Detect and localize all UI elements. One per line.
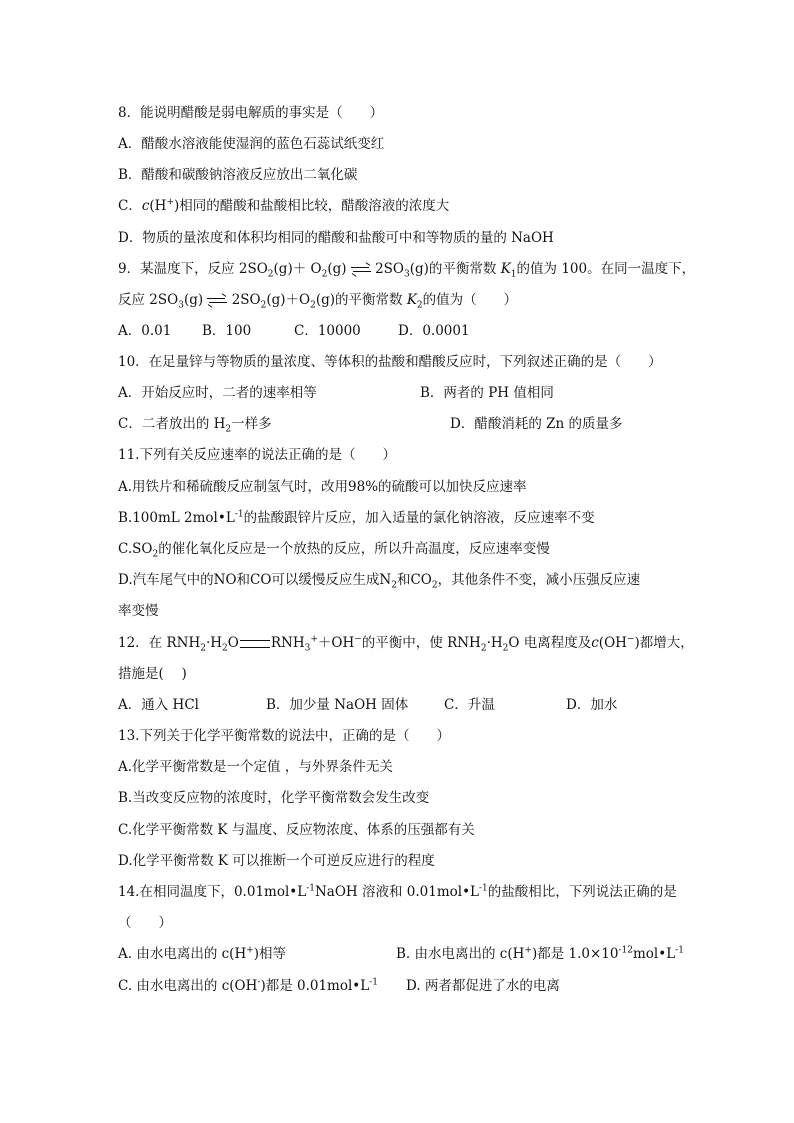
q13-stem: 13.下列关于化学平衡常数的说法中，正确的是（ ） <box>118 728 450 744</box>
q13-option-d: D.化学平衡常数 K 可以推断一个可逆反应进行的程度 <box>118 853 435 869</box>
q11-option-d-line2: 率变慢 <box>118 603 159 619</box>
q14-stem-line1: 14.在相同温度下，$0.01mol•L^{-1}NaOH$ 溶液和 $0.01mol•L^{-1}$的盐酸相比，下列说法正确的是 <box>118 883 677 900</box>
q9-option-d: D．0.0001 <box>398 323 470 339</box>
q8-option-c: C．c(H+)相同的醋酸和盐酸相比较，醋酸溶液的浓度大 <box>118 197 450 214</box>
q14-stem-line2: （ ） <box>118 915 172 931</box>
q12-option-a: A．通入 HCl <box>118 697 199 713</box>
q14-option-c: C. 由水电离出的 c(OH-)都是 $0.01mol•L^{-1}$ <box>118 977 379 994</box>
q13-option-c: C.化学平衡常数 K 与温度、反应物浓度、体系的压强都有关 <box>118 822 475 838</box>
q11-option-c: $C.SO_2$的催化氧化反应是一个放热的反应，所以升高温度，反应速率变慢 <box>118 541 550 560</box>
q10-option-c: C．二者放出的 $H_2$一样多 <box>118 416 272 435</box>
q11-option-b: B.100mL $2mol•L^{-1}$的盐酸跟锌片反应，加入适量的氯化钠溶液，反应速率不变 <box>118 509 595 526</box>
q13-option-a: A.化学平衡常数是一个定值 ，与外界条件无关 <box>118 759 393 775</box>
q11-option-d-line1: D.汽车尾气中的NO和CO可以缓慢反应生成$N_2$和$CO_2$，其他条件不变，减小压强反应速 <box>118 572 641 591</box>
q9-stem-line2: 反应 $2SO_3(g)$ $2SO_2(g)+O_2(g)$的平衡常数 $K_2$的值为（ ） <box>118 292 518 311</box>
q8-option-d: D．物质的量浓度和体积均相同的醋酸和盐酸可中和等物质的量的 NaOH <box>118 230 554 246</box>
q8-option-a: A．醋酸水溶液能使湿润的蓝色石蕊试纸变红 <box>118 136 385 152</box>
double-line-equilibrium-icon <box>240 640 270 648</box>
q12-option-c: C．升温 <box>444 697 495 713</box>
q13-option-b: B.当改变反应物的浓度时，化学平衡常数会发生改变 <box>118 790 430 806</box>
q12-stem-line1: 12．在 $RNH_2\cdot H_2O$ $RNH_3^++OH^-$的平衡中，使 $RNH_2\cdot H_2O$ 电离程度及c(OH−)都增大， <box>118 634 694 654</box>
q14-option-d: D. 两者都促进了水的电离 <box>406 978 560 994</box>
q12-option-d: D．加水 <box>566 697 618 713</box>
q9-option-b: B．100 <box>202 323 252 339</box>
q14-option-b: B. 由水电离出的 c(H+)都是 $1.0\times 10^{-12}mol•L^{-1}$ <box>396 945 684 962</box>
q8-stem: 8．能说明醋酸是弱电解质的事实是（ ） <box>118 105 384 121</box>
q10-stem: 10．在足量锌与等物质的量浓度、等体积的盐酸和醋酸反应时，下列叙述正确的是（ ） <box>118 354 662 370</box>
equilibrium-arrow-icon <box>351 265 371 275</box>
q11-stem: 11.下列有关反应速率的说法正确的是（ ） <box>118 447 396 463</box>
q9-option-a: A．0.01 <box>118 323 172 339</box>
q11-option-a: A.用铁片和稀硫酸反应制氢气时，改用98%的硫酸可以加快反应速率 <box>118 479 527 495</box>
q12-option-b: B．加少量 NaOH 固体 <box>266 697 409 713</box>
q10-option-b: B．两者的 PH 值相同 <box>420 385 554 401</box>
q10-option-d: D．醋酸消耗的 Zn 的质量多 <box>450 416 623 432</box>
q9-option-c: C．10000 <box>294 323 361 339</box>
q9-stem-line1: 9．某温度下，反应 $2SO_2(g)+ O_2(g)$ $2SO_3(g)$的平衡常数 $K_1$的值为 100。在同一温度下， <box>118 261 696 280</box>
q8-option-b: B．醋酸和碳酸钠溶液反应放出二氧化碳 <box>118 167 358 183</box>
q12-stem-line2: 措施是( ) <box>118 666 187 682</box>
q14-option-a: A. 由水电离出的 c(H+)相等 <box>118 945 287 962</box>
q10-option-a: A．开始反应时，二者的速率相等 <box>118 385 317 401</box>
equilibrium-arrow-icon <box>207 296 227 306</box>
